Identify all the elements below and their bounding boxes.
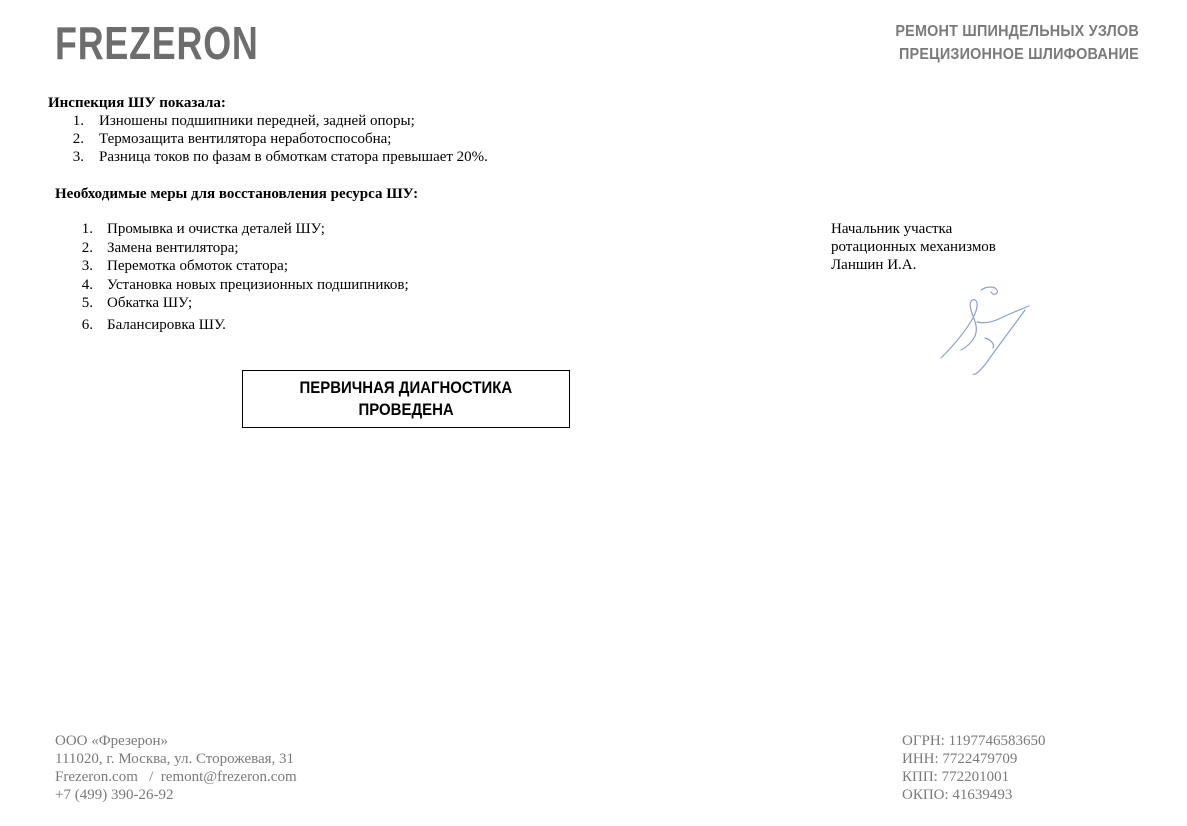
list-item-number: 3. xyxy=(72,149,84,165)
list-item-number: 6. xyxy=(81,316,93,333)
list-item-number: 1. xyxy=(72,113,84,129)
signatory-title: Начальник участка xyxy=(831,221,953,237)
company-logo: FREZERON xyxy=(55,17,259,69)
list-item-text: Разница токов по фазам в обмоткам статора превышает 20%. xyxy=(99,149,488,165)
footer-company-info xyxy=(55,732,297,804)
footer-address: 111020, г. Москва, ул. Сторожевая, 31 xyxy=(55,751,295,767)
list-item xyxy=(77,220,409,239)
diagnostic-stamp xyxy=(242,370,570,428)
header-tagline xyxy=(895,20,1139,66)
list-item xyxy=(77,276,409,295)
handwritten-signature xyxy=(935,282,1040,382)
list-item-text: Обкатка ШУ; xyxy=(107,295,193,311)
footer-web-email: Frezeron.com / remont@frezeron.com xyxy=(55,769,297,785)
inspection-heading: Инспекция ШУ показала: xyxy=(48,95,226,111)
footer-ogrn: ОГРН: 1197746583650 xyxy=(902,733,1046,749)
measures-heading: Необходимые меры для восстановления ресурса ШУ: xyxy=(55,186,419,202)
measures-list xyxy=(77,220,409,334)
list-item-number: 2. xyxy=(81,239,93,256)
list-item-text: Установка новых прецизионных подшипников; xyxy=(107,276,409,293)
list-item-text: Изношены подшипники передней, задней опоры; xyxy=(99,113,415,129)
tagline-line-1: РЕМОНТ ШПИНДЕЛЬНЫХ УЗЛОВ xyxy=(895,23,1139,40)
inspection-list xyxy=(68,112,488,166)
footer-okpo: ОКПО: 41639493 xyxy=(902,787,1013,803)
list-item xyxy=(77,239,409,258)
list-item-text: Термозащита вентилятора неработоспособна; xyxy=(99,131,392,147)
footer-phone: +7 (499) 390-26-92 xyxy=(55,787,174,803)
footer-registration-info xyxy=(902,732,1046,804)
list-item xyxy=(68,148,488,166)
list-item-number: 1. xyxy=(81,221,93,237)
list-item xyxy=(68,130,488,148)
stamp-line-2: ПРОВЕДЕНА xyxy=(358,400,454,419)
list-item xyxy=(68,112,488,130)
list-item-number: 2. xyxy=(72,131,84,147)
list-item xyxy=(77,257,409,276)
signatory-department: ротационных механизмов xyxy=(831,239,996,255)
list-item xyxy=(77,294,409,313)
list-item-text: Балансировка ШУ. xyxy=(107,316,226,333)
footer-kpp: КПП: 772201001 xyxy=(902,769,1010,785)
list-item-text: Замена вентилятора; xyxy=(107,239,239,256)
stamp-line-1: ПЕРВИЧНАЯ ДИАГНОСТИКА xyxy=(299,378,513,397)
list-item xyxy=(77,316,409,335)
list-item-number: 5. xyxy=(81,295,93,311)
signatory-block xyxy=(831,220,996,274)
footer-inn: ИНН: 7722479709 xyxy=(902,751,1018,767)
list-item-text: Промывка и очистка деталей ШУ; xyxy=(107,221,325,237)
list-item-number: 4. xyxy=(81,276,93,293)
signatory-name: Ланшин И.А. xyxy=(831,257,917,273)
list-item-number: 3. xyxy=(81,258,93,274)
footer-company-name: ООО «Фрезерон» xyxy=(55,733,169,749)
list-item-text: Перемотка обмоток статора; xyxy=(107,258,288,274)
tagline-line-2: ПРЕЦИЗИОННОЕ ШЛИФОВАНИЕ xyxy=(899,46,1139,63)
